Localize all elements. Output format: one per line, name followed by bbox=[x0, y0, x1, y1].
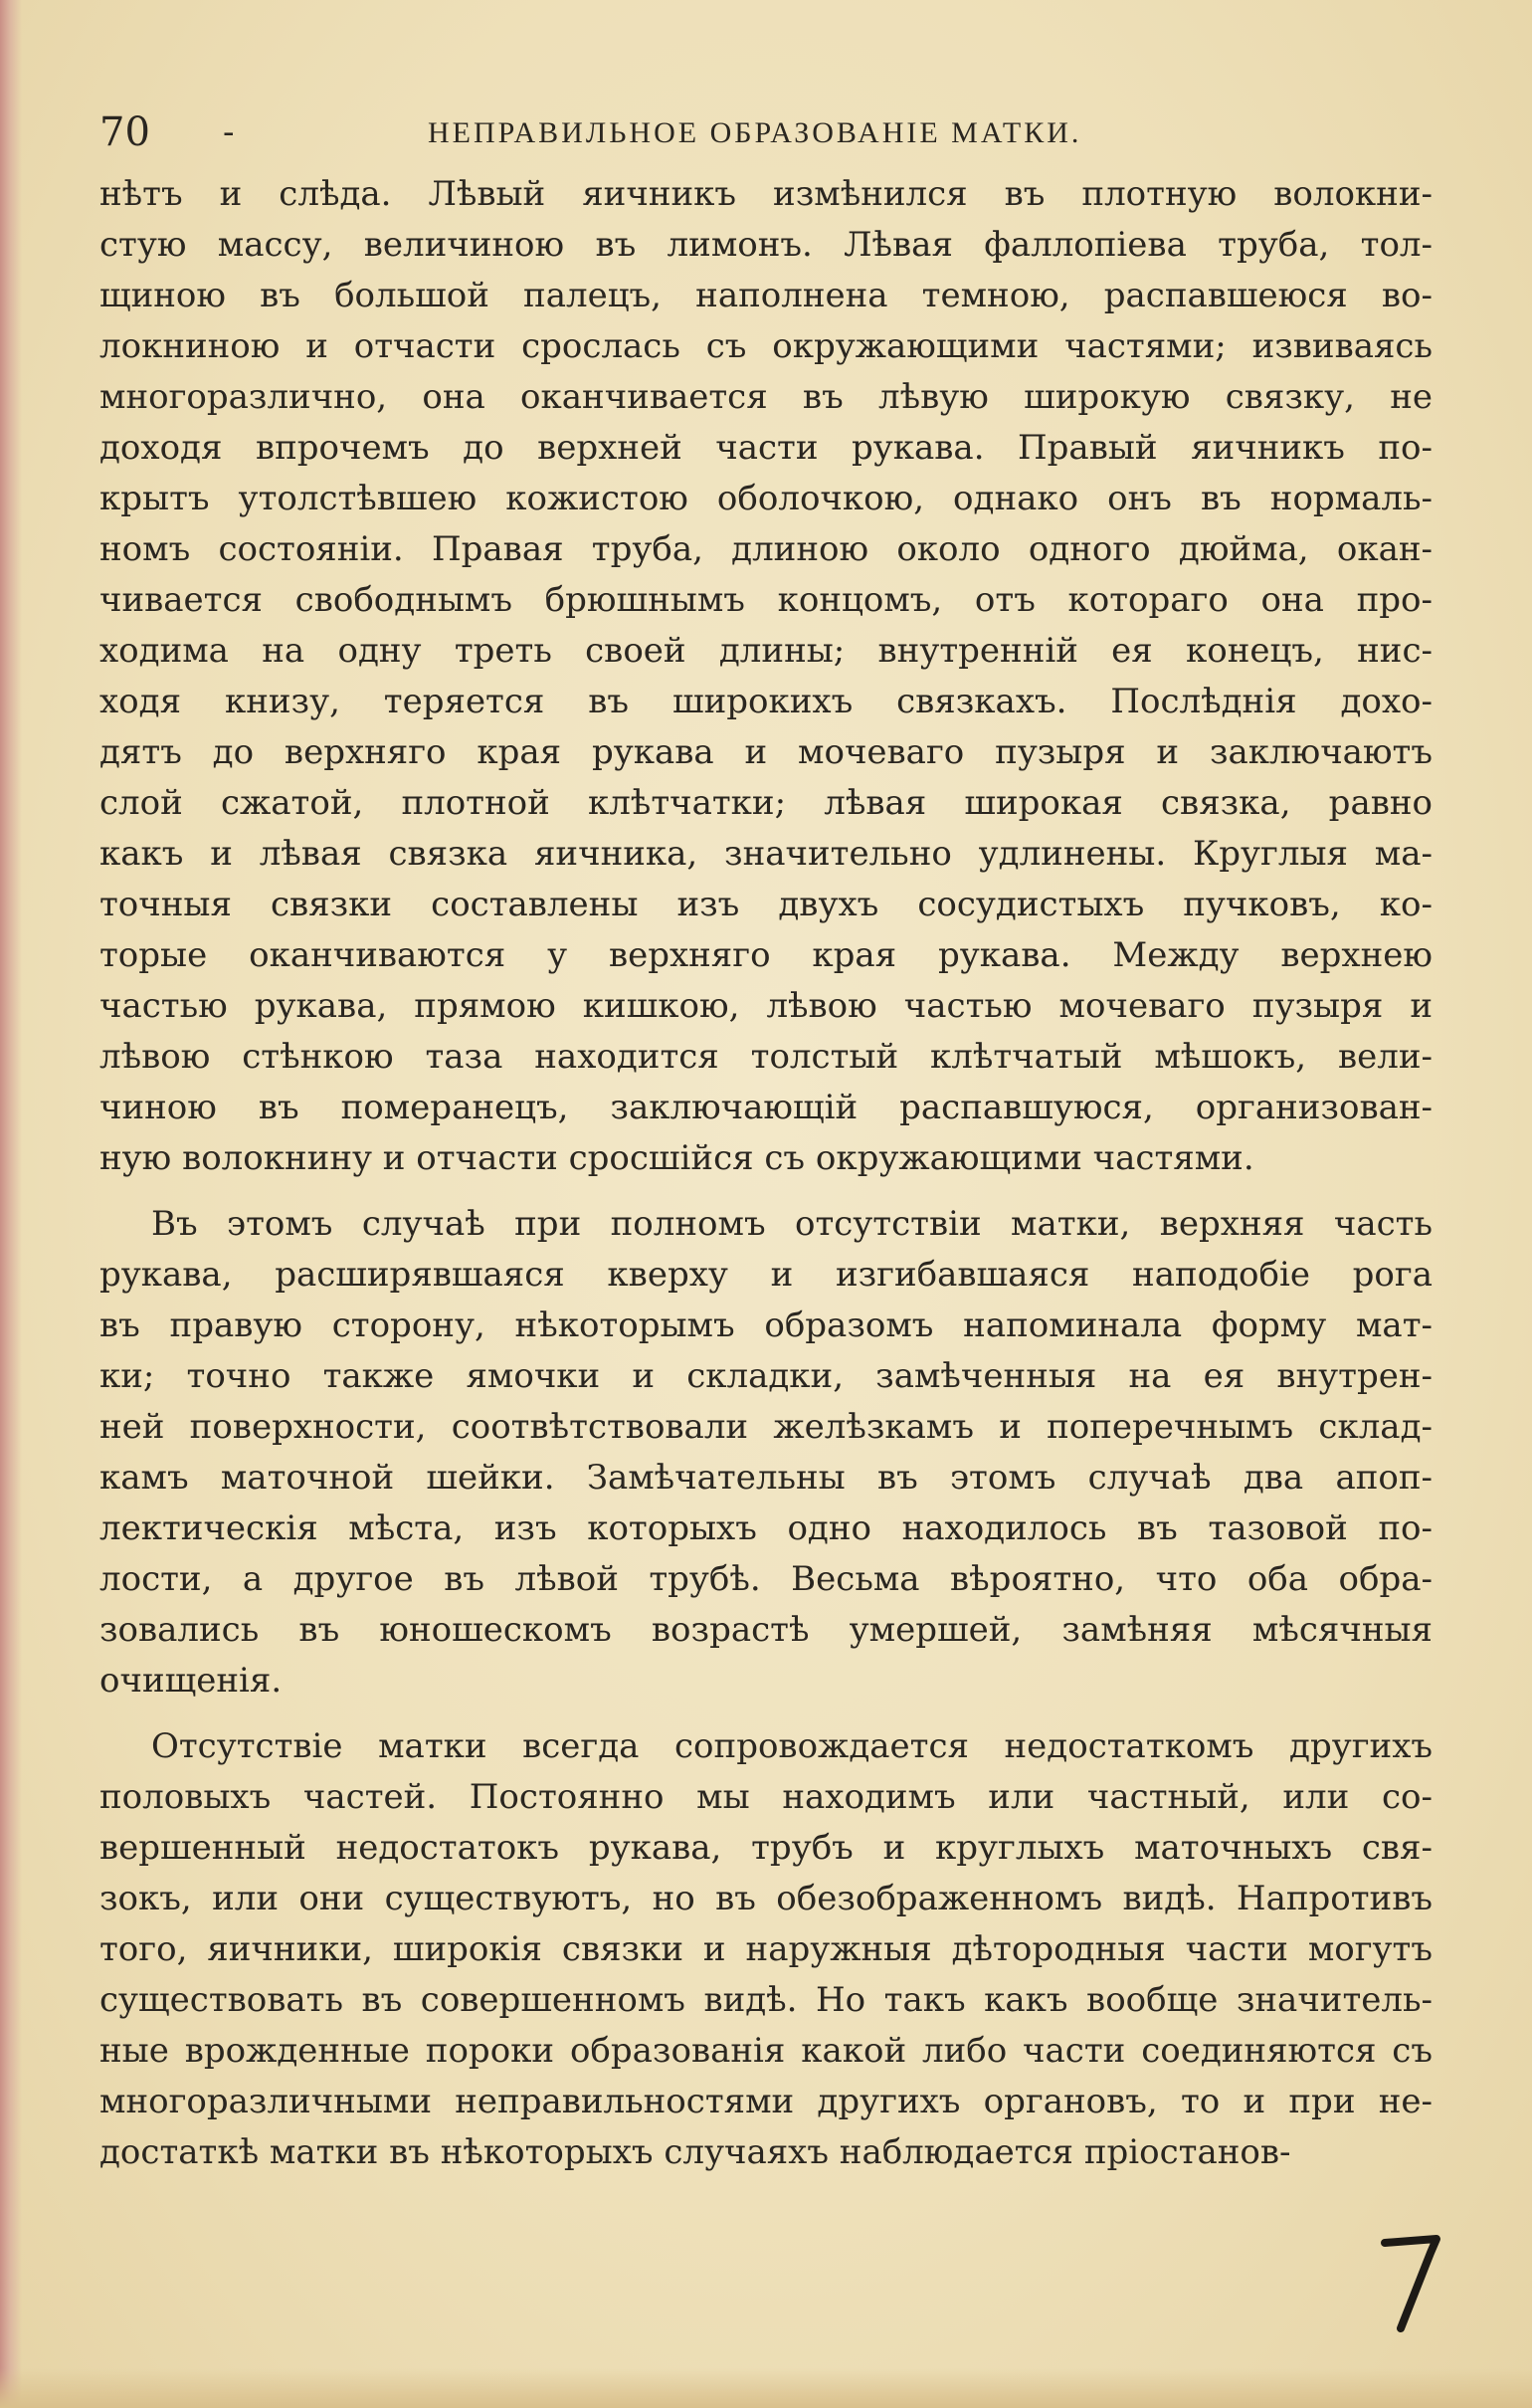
page-number: 70 bbox=[99, 109, 150, 155]
text-line: слой сжатой, плотной клѣтчатки; лѣвая широкая связка, равно bbox=[99, 783, 1433, 823]
paragraph bbox=[99, 1199, 1433, 1706]
text-line: зовались въ юношескомъ возрастѣ умершей, замѣняя мѣсячныя bbox=[99, 1610, 1433, 1650]
text-line: Въ этомъ случаѣ при полномъ отсутствіи матки, верхняя часть bbox=[151, 1204, 1433, 1244]
text-line: чивается свободнымъ брюшнымъ концомъ, отъ котораго она про- bbox=[99, 580, 1433, 620]
text-line: вершенный недостатокъ рукава, трубъ и круглыхъ маточныхъ свя- bbox=[99, 1828, 1433, 1868]
text-line: многоразличными неправильностями другихъ органовъ, то и при не- bbox=[99, 2082, 1433, 2121]
text-line: достаткѣ матки въ нѣкоторыхъ случаяхъ наблюдается пріостанов- bbox=[99, 2132, 1291, 2172]
text-line: лости, а другое въ лѣвой трубѣ. Весьма вѣроятно, что оба обра- bbox=[99, 1559, 1433, 1599]
text-line: камъ маточной шейки. Замѣчательны въ этомъ случаѣ два апоп- bbox=[99, 1458, 1433, 1498]
text-line: половыхъ частей. Постоянно мы находимъ или частный, или со- bbox=[99, 1777, 1433, 1817]
text-line: локниною и отчасти срослась съ окружающими частями; извиваясь bbox=[99, 326, 1433, 366]
text-line: нѣтъ и слѣда. Лѣвый яичникъ измѣнился въ плотную волокни- bbox=[99, 174, 1433, 214]
text-line: очищенія. bbox=[99, 1661, 283, 1701]
text-line: номъ состояніи. Правая труба, длиною около одного дюйма, окан- bbox=[99, 529, 1433, 569]
paragraph-gap bbox=[99, 1184, 1433, 1199]
text-line: щиною въ большой палецъ, наполнена темною, распавшеюся во- bbox=[99, 276, 1433, 315]
text-line: многоразлично, она оканчивается въ лѣвую широкую связку, не bbox=[99, 377, 1433, 417]
text-line: Отсутствіе матки всегда сопровождается недостаткомъ другихъ bbox=[151, 1726, 1433, 1766]
text-line: чиною въ померанецъ, заключающій распавшуюся, организован- bbox=[99, 1088, 1433, 1127]
text-line: въ правую сторону, нѣкоторымъ образомъ напоминала форму мат- bbox=[99, 1305, 1433, 1345]
text-line: зокъ, или они существуютъ, но въ обезображенномъ видѣ. Напротивъ bbox=[99, 1879, 1433, 1918]
paragraph-gap bbox=[99, 1706, 1433, 1721]
text-line: точныя связки составлены изъ двухъ сосудистыхъ пучковъ, ко- bbox=[99, 885, 1433, 924]
paragraph bbox=[99, 1721, 1433, 2178]
text-line: ней поверхности, соотвѣтствовали желѣзкамъ и поперечнымъ склад- bbox=[99, 1407, 1433, 1447]
text-line: лектическія мѣста, изъ которыхъ одно находилось въ тазовой по- bbox=[99, 1508, 1433, 1548]
text-line: ходима на одну треть своей длины; внутренній ея конецъ, нис- bbox=[99, 631, 1433, 671]
paragraph bbox=[99, 169, 1433, 1184]
text-line: того, яичники, широкія связки и наружныя дѣтородныя части могутъ bbox=[99, 1929, 1433, 1969]
text-line: частью рукава, прямою кишкою, лѣвою частью мочеваго пузыря и bbox=[99, 986, 1433, 1026]
page-edge-shadow bbox=[0, 0, 22, 2408]
running-title: НЕПРАВИЛЬНОЕ ОБРАЗОВАНІЕ МАТКИ. bbox=[428, 116, 1082, 149]
text-line: рукава, расширявшаяся кверху и изгибавшаяся наподобіе рога bbox=[99, 1255, 1433, 1295]
text-line: ную волокнину и отчасти сросшійся съ окружающими частями. bbox=[99, 1138, 1254, 1178]
text-line: торые оканчиваются у верхняго края рукава. Между верхнею bbox=[99, 935, 1433, 975]
text-line: ходя книзу, теряется въ широкихъ связкахъ. Послѣднія дохо- bbox=[99, 682, 1433, 721]
text-line: ные врожденные пороки образованія какой либо части соединяются съ bbox=[99, 2031, 1433, 2071]
text-line: лѣвою стѣнкою таза находится толстый клѣтчатый мѣшокъ, вели- bbox=[99, 1037, 1433, 1077]
handwritten-mark bbox=[1371, 2229, 1450, 2338]
text-line: ки; точно также ямочки и складки, замѣченныя на ея внутрен- bbox=[99, 1356, 1433, 1396]
text-line: какъ и лѣвая связка яичника, значительно удлинены. Круглыя ма- bbox=[99, 834, 1433, 874]
text-line: существовать въ совершенномъ видѣ. Но такъ какъ вообще значитель- bbox=[99, 1980, 1433, 2020]
text-line: дятъ до верхняго края рукава и мочеваго пузыря и заключаютъ bbox=[99, 732, 1433, 772]
text-line: стую массу, величиною въ лимонъ. Лѣвая фаллопіева труба, тол- bbox=[99, 225, 1433, 265]
body-text bbox=[99, 169, 1433, 2178]
page-header bbox=[99, 107, 1433, 157]
page-bottom-shadow bbox=[0, 2368, 1532, 2408]
text-line: доходя впрочемъ до верхней части рукава. Правый яичникъ по- bbox=[99, 428, 1433, 468]
header-dash: - bbox=[223, 112, 235, 152]
text-line: крытъ утолстѣвшею кожистою оболочкою, однако онъ въ нормаль- bbox=[99, 479, 1433, 518]
